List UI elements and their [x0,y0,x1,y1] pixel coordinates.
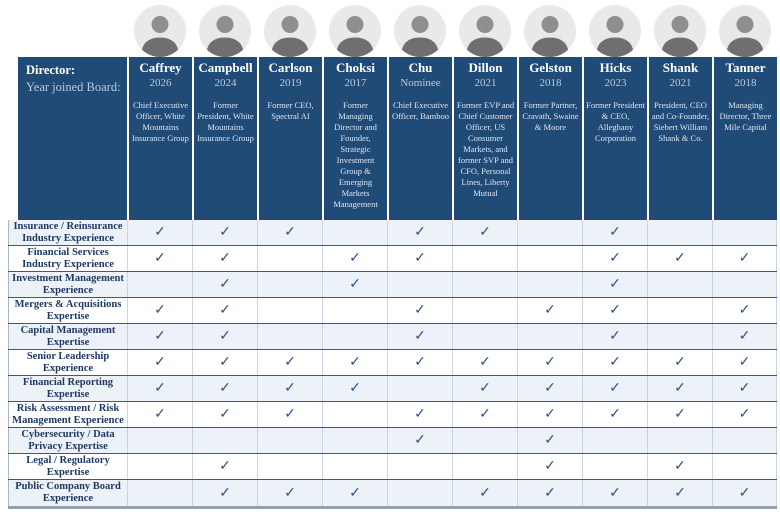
empty-cell [517,220,582,245]
check-cell: ✓ [712,480,777,506]
skill-row [8,454,777,480]
check-cell: ✓ [647,402,712,427]
photo-row [127,2,780,57]
skill-row [8,298,777,324]
skill-row [8,246,777,272]
header-label-cell [18,57,127,220]
check-cell: ✓ [257,220,322,245]
check-cell: ✓ [582,350,647,375]
director-header-cell [517,57,582,220]
director-title: Former Managing Director and Founder, Strategic Investment Group & Emerging Markets Management [333,100,378,210]
director-year: 2018 [539,77,562,89]
empty-cell [322,428,387,453]
empty-cell [647,428,712,453]
check-cell: ✓ [192,272,257,297]
director-photo [394,5,446,57]
empty-cell [452,454,517,479]
empty-cell [517,246,582,271]
empty-cell [257,454,322,479]
skill-row [8,480,777,506]
check-cell: ✓ [322,350,387,375]
empty-cell [712,220,777,245]
director-title: Former Partner, Cravath, Swaine & Moore [522,100,579,133]
skill-row [8,324,777,350]
empty-cell [712,454,777,479]
director-year: 2019 [279,77,302,89]
director-title: President, CEO and Co-Founder, Siebert William Shank & Co. [651,100,710,144]
empty-cell [452,324,517,349]
empty-cell [127,428,192,453]
empty-cell [647,298,712,323]
photo-cell [452,2,517,57]
director-name: Shank [662,60,699,75]
check-cell: ✓ [712,350,777,375]
empty-cell [127,454,192,479]
skills-table-body [8,220,777,509]
check-cell: ✓ [387,298,452,323]
director-photo [589,5,641,57]
header-row [18,57,780,220]
skill-row [8,402,777,428]
empty-cell [647,324,712,349]
director-label: Director: [26,63,76,77]
check-cell: ✓ [517,454,582,479]
director-title: Managing Director, Three Mile Capital [719,100,772,133]
director-skills-matrix [0,2,780,512]
skill-label: Insurance / Reinsurance Industry Experience [8,220,127,245]
check-cell: ✓ [192,246,257,271]
check-cell: ✓ [387,324,452,349]
check-cell: ✓ [452,220,517,245]
director-year: 2018 [734,77,757,89]
skill-row [8,350,777,376]
check-cell: ✓ [127,350,192,375]
check-cell: ✓ [712,298,777,323]
check-cell: ✓ [192,220,257,245]
check-cell: ✓ [192,298,257,323]
photo-cell [127,2,192,57]
check-cell: ✓ [582,272,647,297]
check-cell: ✓ [322,480,387,506]
director-name: Tanner [725,60,766,75]
check-cell: ✓ [387,246,452,271]
empty-cell [452,272,517,297]
check-cell: ✓ [452,376,517,401]
empty-cell [322,454,387,479]
director-year: 2017 [344,77,367,89]
director-year: Nominee [400,77,441,89]
empty-cell [127,480,192,506]
empty-cell [257,272,322,297]
empty-cell [257,428,322,453]
empty-cell [647,220,712,245]
check-cell: ✓ [387,350,452,375]
director-year: 2024 [214,77,237,89]
check-cell: ✓ [517,480,582,506]
director-header-cell [322,57,387,220]
check-cell: ✓ [127,324,192,349]
check-cell: ✓ [192,454,257,479]
director-name: Gelston [529,60,572,75]
check-cell: ✓ [452,350,517,375]
director-year: 2021 [474,77,497,89]
empty-cell [257,298,322,323]
photo-cell [647,2,712,57]
check-cell: ✓ [192,376,257,401]
check-cell: ✓ [647,480,712,506]
director-name: Caffrey [139,60,182,75]
empty-cell [712,272,777,297]
empty-cell [322,298,387,323]
empty-cell [192,428,257,453]
skill-label: Risk Assessment / Risk Management Experience [8,402,127,427]
check-cell: ✓ [712,324,777,349]
check-cell: ✓ [712,246,777,271]
skill-label: Legal / Regulatory Expertise [8,454,127,479]
director-header-cell [192,57,257,220]
empty-cell [452,246,517,271]
check-cell: ✓ [517,428,582,453]
photo-cell [712,2,777,57]
check-cell: ✓ [452,402,517,427]
director-name: Carlson [268,60,313,75]
check-cell: ✓ [647,454,712,479]
empty-cell [517,324,582,349]
empty-cell [387,480,452,506]
check-cell: ✓ [647,350,712,375]
director-year: 2023 [604,77,627,89]
director-photo [134,5,186,57]
director-header-cell [387,57,452,220]
empty-cell [322,402,387,427]
skill-label: Investment Management Experience [8,272,127,297]
director-photo [524,5,576,57]
check-cell: ✓ [322,246,387,271]
empty-cell [322,220,387,245]
empty-cell [647,272,712,297]
director-title: Former CEO, Spectral AI [267,100,314,122]
director-year: 2026 [149,77,172,89]
check-cell: ✓ [387,402,452,427]
empty-cell [452,298,517,323]
check-cell: ✓ [192,350,257,375]
check-cell: ✓ [192,402,257,427]
director-title: Former EVP and Chief Customer Officer, US Consumer Markets, and former SVP and CFO, Personal Lines, Liberty Mutual [456,100,515,199]
check-cell: ✓ [257,480,322,506]
check-cell: ✓ [257,402,322,427]
check-cell: ✓ [582,220,647,245]
director-photo [264,5,316,57]
photo-cell [322,2,387,57]
check-cell: ✓ [582,480,647,506]
director-header-cell [127,57,192,220]
check-cell: ✓ [387,428,452,453]
check-cell: ✓ [127,402,192,427]
check-cell: ✓ [582,298,647,323]
director-header-cell [647,57,712,220]
director-photo [329,5,381,57]
skill-row [8,272,777,298]
photo-cell [517,2,582,57]
skill-label: Financial Reporting Expertise [8,376,127,401]
skill-row [8,376,777,402]
check-cell: ✓ [582,324,647,349]
empty-cell [582,454,647,479]
empty-cell [517,272,582,297]
director-title: Chief Executive Officer, Bamboo [391,100,450,122]
director-header-cell [712,57,777,220]
check-cell: ✓ [322,376,387,401]
check-cell: ✓ [322,272,387,297]
director-name: Hicks [599,60,632,75]
check-cell: ✓ [582,376,647,401]
check-cell: ✓ [517,298,582,323]
check-cell: ✓ [517,402,582,427]
check-cell: ✓ [127,246,192,271]
empty-cell [712,428,777,453]
director-title: Former President, White Mountains Insurance Group [197,100,254,144]
photo-cell [582,2,647,57]
empty-cell [582,428,647,453]
empty-cell [387,454,452,479]
empty-cell [387,272,452,297]
empty-cell [452,428,517,453]
check-cell: ✓ [387,220,452,245]
check-cell: ✓ [452,480,517,506]
director-title: Chief Executive Officer, White Mountains Insurance Group [132,100,189,144]
skill-row [8,220,777,246]
skill-label: Capital Management Expertise [8,324,127,349]
check-cell: ✓ [582,402,647,427]
check-cell: ✓ [127,376,192,401]
year-joined-label: Year joined Board: [26,79,121,94]
check-cell: ✓ [257,350,322,375]
photo-cell [257,2,322,57]
check-cell: ✓ [127,298,192,323]
check-cell: ✓ [647,376,712,401]
check-cell: ✓ [517,376,582,401]
director-title: Former President & CEO, Alleghany Corporation [586,100,645,144]
skill-label: Public Company Board Experience [8,480,127,506]
director-header-cell [257,57,322,220]
check-cell: ✓ [712,402,777,427]
photo-cell [192,2,257,57]
empty-cell [322,324,387,349]
director-header-cell [452,57,517,220]
check-cell: ✓ [712,376,777,401]
skill-label: Senior Leadership Experience [8,350,127,375]
director-header-cell [582,57,647,220]
check-cell: ✓ [127,220,192,245]
check-cell: ✓ [582,246,647,271]
director-name: Chu [408,60,433,75]
director-name: Dillon [468,60,503,75]
check-cell: ✓ [192,324,257,349]
empty-cell [257,246,322,271]
director-name: Choksi [335,60,376,75]
director-photo [719,5,771,57]
empty-cell [127,272,192,297]
director-photo [199,5,251,57]
empty-cell [257,324,322,349]
skill-label: Financial Services Industry Experience [8,246,127,271]
skill-label: Mergers & Acquisitions Expertise [8,298,127,323]
check-cell: ✓ [257,376,322,401]
photo-cell [387,2,452,57]
check-cell: ✓ [647,246,712,271]
skill-row [8,428,777,454]
empty-cell [387,376,452,401]
check-cell: ✓ [517,350,582,375]
director-name: Campbell [198,60,253,75]
skill-label: Cybersecurity / Data Privacy Expertise [8,428,127,453]
check-cell: ✓ [192,480,257,506]
director-year: 2021 [669,77,692,89]
director-photo [654,5,706,57]
director-photo [459,5,511,57]
